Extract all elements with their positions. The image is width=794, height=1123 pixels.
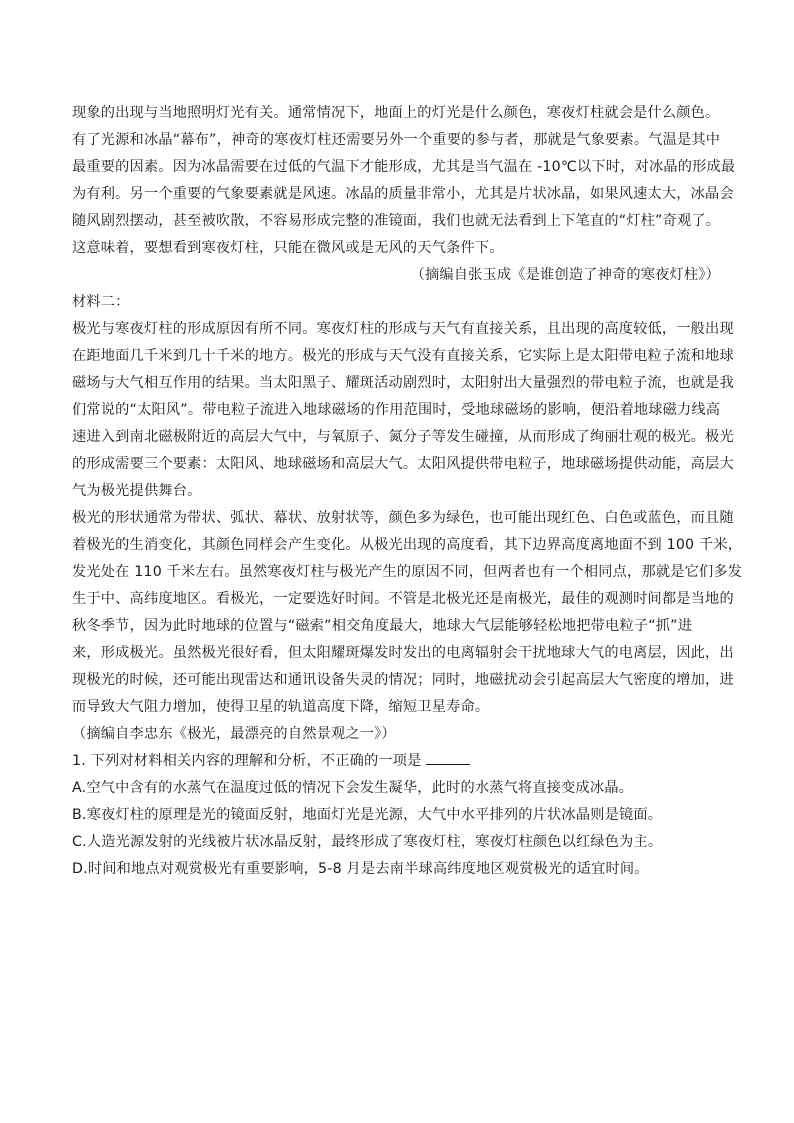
question-text: 1. 下列对材料相关内容的理解和分析，不正确的一项是: [72, 753, 422, 769]
text-line: 现象的出现与当地照明灯光有关。通常情况下，地面上的灯光是什么颜色，寒夜灯柱就会是什么颜色。: [72, 105, 720, 121]
source-citation-1: （摘编自张玉成《是谁创造了神奇的寒夜灯柱》）: [410, 267, 720, 283]
option-a: A.空气中含有的水蒸气在温度过低的情况下会发生凝华，此时的水蒸气将直接变成冰晶。: [72, 780, 634, 796]
document-page: [72, 100, 743, 883]
options-list: [72, 775, 722, 883]
material1-paragraph: [72, 100, 736, 262]
text-line: 的形成需要三个要素：太阳风、地球磁场和高层大气。太阳风提供带电粒子，地球磁场提供动能，高层大: [72, 456, 734, 472]
text-line: 速进入到南北磁极附近的高层大气中，与氧原子、氮分子等发生碰撞，从而形成了绚丽壮观的极光。极光: [72, 429, 734, 445]
text-line: 极光与寒夜灯柱的形成原因有所不同。寒夜灯柱的形成与天气有直接关系，且出现的高度较低，一般出现: [72, 321, 734, 337]
text-line: 气为极光提供舞台。: [72, 483, 202, 499]
text-line: 着极光的生消变化，其颜色同样会产生变化。从极光出现的高度看，其下边界高度离地面不到 100 千米，: [72, 537, 743, 553]
text-line: 秋冬季节，因为此时地球的位置与“磁索”相交角度最大，地球大气层能够轻松地把带电粒子“抓”进: [72, 618, 693, 634]
text-line: 生于中、高纬度地区。看极光，一定要选好时间。不管是北极光还是南极光，最佳的观测时间都是当地的: [72, 591, 734, 607]
text-line: 磁场与大气相互作用的结果。当太阳黑子、耀斑活动剧烈时，太阳射出大量强烈的带电粒子流，也就是我: [72, 375, 734, 391]
material2-paragraph-2: [72, 505, 743, 721]
text-line: 随风剧烈摆动，甚至被吹散，不容易形成完整的准镜面，我们也就无法看到上下笔直的“灯柱”奇观了。: [72, 213, 721, 229]
text-line: 极光的形状通常为带状、弧状、幕状、放射状等，颜色多为绿色，也可能出现红色、白色或蓝色，而且随: [72, 510, 734, 526]
text-line: 发光处在 110 千米左右。虽然寒夜灯柱与极光产生的原因不同，但两者也有一个相同点，那就是它们多发: [72, 564, 743, 580]
option-d: D.时间和地点对观赏极光有重要影响，5-8 月是去南半球高纬度地区观赏极光的适宜时间。: [72, 861, 649, 877]
text-line: 在距地面几千米到几十千米的地方。极光的形成与天气没有直接关系，它实际上是太阳带电粒子流和地球: [72, 348, 734, 364]
text-line: 们常说的“太阳风”。带电粒子流进入地球磁场的作用范围时，受地球磁场的影响，便沿着地球磁力线高: [72, 402, 721, 418]
option-c: C.人造光源发射的光线被片状冰晶反射，最终形成了寒夜灯柱，寒夜灯柱颜色以红绿色为主。: [72, 834, 663, 850]
text-line: 而导致大气阻力增加，使得卫星的轨道高度下降，缩短卫星寿命。: [72, 699, 490, 715]
material2-title: 材料二：: [72, 294, 130, 310]
text-line: 来，形成极光。虽然极光很好看，但太阳耀斑爆发时发出的电离辐射会干扰地球大气的电离层，因此，出: [72, 645, 734, 661]
answer-blank: [426, 750, 470, 765]
option-b: B.寒夜灯柱的原理是光的镜面反射，地面灯光是光源，大气中水平排列的片状冰晶则是镜面。: [72, 807, 663, 823]
material2-paragraph-1: [72, 316, 734, 505]
source-citation-2: （摘编自李忠东《极光，最漂亮的自然景观之一》）: [72, 726, 396, 742]
text-line: 这意味着，要想看到寒夜灯柱，只能在微风或是无风的天气条件下。: [72, 240, 504, 256]
text-line: 为有利。另一个重要的气象要素就是风速。冰晶的质量非常小，尤其是片状冰晶，如果风速太大，冰晶会: [72, 186, 734, 202]
text-line: 最重要的因素。因为冰晶需要在过低的气温下才能形成，尤其是当气温在 -10℃以下时，对冰晶的形成最: [72, 159, 736, 175]
question-stem: [72, 748, 722, 775]
text-line: 现极光的时候，还可能出现雷达和通讯设备失灵的情况；同时，地磁扰动会引起高层大气密度的增加，进: [72, 672, 734, 688]
text-line: 有了光源和冰晶“幕布”，神奇的寒夜灯柱还需要另外一个重要的参与者，那就是气象要素。气温是其中: [72, 132, 721, 148]
